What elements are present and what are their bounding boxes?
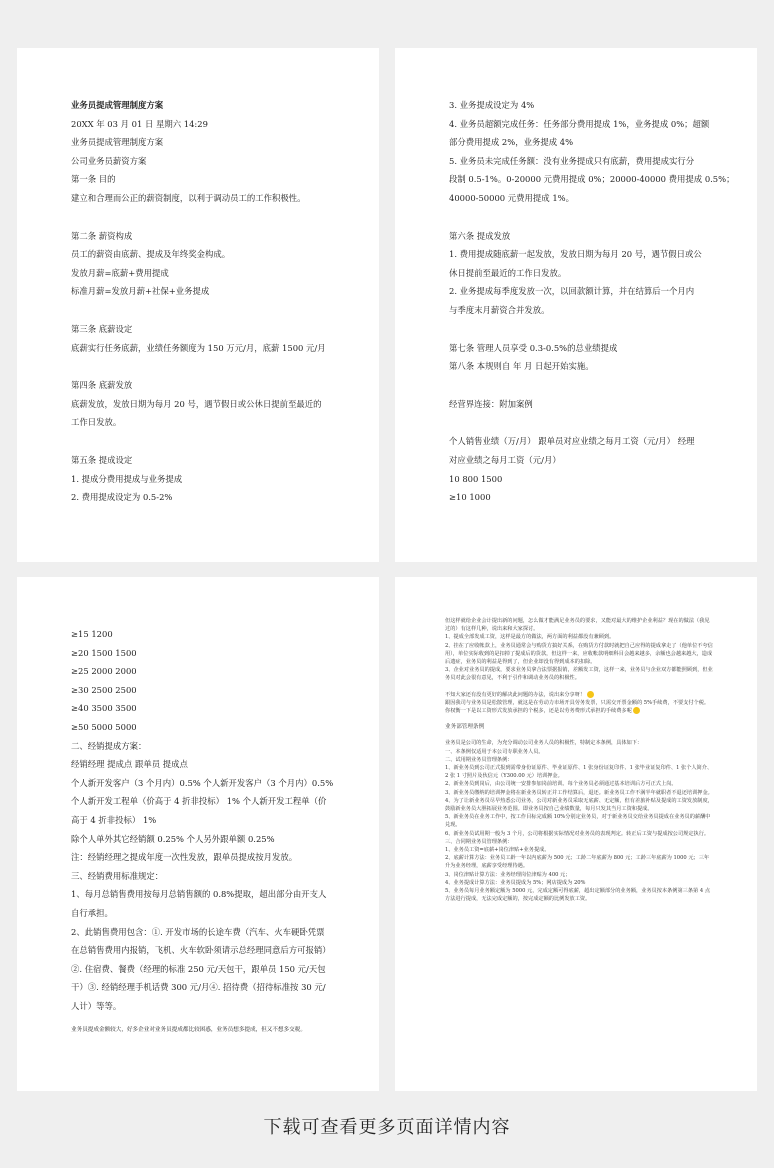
text-line: 建立和合理而公正的薪资制度，以利于调动员工的工作积极性。 <box>71 192 306 203</box>
section-heading: 第二条 薪资构成 <box>71 230 133 241</box>
table-row: ≥30 2500 2500 <box>71 684 137 695</box>
section-heading: 第一条 目的 <box>71 174 116 185</box>
text-line: 2、新业务员到岗后，由公司统一安排参加岗前培训。每个业务员必须通过基本培训后方可正式上岗。 <box>445 781 677 788</box>
text-line: 但这样就给企业会计提出新的问题，怎么做才能满足业务员的要求，又能对最大的维护企业利益？现在的做法（我见过的）有这样几种，说出来和大家探讨。 <box>445 618 710 633</box>
section-heading: 第四条 底薪发放 <box>71 380 133 391</box>
document-page-1 <box>17 48 379 562</box>
text-line: 在总销售费用内报销，飞机、火车软卧须请示总经理同意后方可报销） <box>71 945 331 956</box>
text-line: 与季度末月薪资合并发放。 <box>449 304 550 315</box>
document-page-3 <box>17 577 379 1091</box>
text-line: 2、底薪计算方法：业务员工龄一年以内底薪为 500 元；工龄二年底薪为 800 元；工龄三年底薪为 1000 元；三年升为业务经理，底薪享受经理待遇。 <box>445 855 710 870</box>
text-line: 经营界连接：附加案例 <box>449 398 533 409</box>
text-line: 5. 业务员未完成任务额：没有业务提成只有底薪，费用提成实行分 <box>449 155 695 166</box>
text-line: 底薪发放，发放日期为每月 20 号，遇节假日或公休日提前至最近的 <box>71 398 322 409</box>
text-line: 经销经理 提成点 跟单员 提成点 <box>71 759 188 770</box>
text-line: 业务员提成金额较大，好多企业对业务员提成都比较困惑，业务员想多提成，但又不想多交税。 <box>71 1027 306 1034</box>
table-row: 10 800 1500 <box>449 473 503 484</box>
text-line: 工作日发放。 <box>71 417 122 428</box>
text-line: 2. 费用提成设定为 0.5-2% <box>71 492 173 503</box>
text-line: 3. 业务提成设定为 4% <box>449 100 535 110</box>
section-heading: 第五条 提成设定 <box>71 454 133 465</box>
section-heading: 二、经销提成方案： <box>71 740 147 751</box>
text-line: 休日提前至最近的工作日发放。 <box>449 267 567 278</box>
table-row: ≥20 1500 1500 <box>71 647 137 658</box>
text-line: 除个人单外其它经销额 0.25% 个人另外跟单额 0.25% <box>71 833 275 844</box>
text-span: 不知大家还有没有更好的解决此问题的办法，说出来分享呀！ <box>445 691 586 698</box>
text-line: 2. 业务提成每季度发放一次，以回款额计算，并在结算后一个月内 <box>449 286 695 297</box>
text-line: 高于 4 折非投标） 1% <box>71 814 157 825</box>
text-line: 发放月薪=底薪+费用提成 <box>71 267 169 278</box>
text-line: 1. 提成分费用提成与业务提成 <box>71 473 183 484</box>
text-line: 1、提成全部发成工资，这样是最方的做法，两方面的利益都没有兼顾到。 <box>445 634 615 641</box>
text-line: 二、试用期业务员管理条例： <box>445 756 513 763</box>
section-heading: 三、经销费用标准规定： <box>71 870 164 881</box>
text-line: 6、新业务员试用期一般为 3 个月，公司将根据实际情况对业务员的表现判定。转正后工资与提成按公司规定执行。 <box>445 830 710 837</box>
section-heading: 业务部管理条例 <box>445 724 485 731</box>
text-line: 3、企业对业务员的提成，要求业务员拿合法票据报销，差额发工资，这样一来，业务员与企业双方都能照顾到，但业务员对此会很有意见，不利于引作和调动业务员的积极性。 <box>445 667 713 682</box>
table-row: ≥10 1000 <box>449 492 491 503</box>
text-line: 干）③. 经销经理手机话费 300 元/月④. 招待费（招待标准按 30 元/ <box>71 982 326 993</box>
text-line: 业务员是公司的生命，为充分调动公司业务人员的积极性，特制定本条例，具体如下： <box>445 740 643 747</box>
text-line <box>445 691 713 699</box>
text-line: 1、业务员工资=底薪+岗位津贴+业务提成。 <box>445 847 550 854</box>
text-line: 个人新开发客户（3 个月内）0.5% 个人新开发客户（3 个月内）0.5% <box>71 777 334 788</box>
text-line: 对应业绩之每月工资（元/月） <box>449 454 561 465</box>
text-line: 1. 费用提成随底薪一起发放，发放日期为每月 20 号，遇节假日或公 <box>449 249 702 260</box>
text-line: 员工的薪资由底薪、提成及年终奖金构成。 <box>71 249 231 260</box>
document-page-2 <box>395 48 757 562</box>
text-line: 2、此销售费用包含：①. 开发市场的长途车费（汽车、火车硬卧凭票 <box>71 926 325 937</box>
table-row: ≥15 1200 <box>71 629 113 639</box>
text-line: 个人销售业绩（万/月） 跟单员对应业绩之每月工资（元/月） 经理 <box>449 436 695 447</box>
text-line: 人计）等等。 <box>71 1000 122 1011</box>
text-line: 3、新业务员缴纳的培训押金将在新业务员转正并工作结算后，退还。新业务员工作不满半年就职者不退还培训押金。 <box>445 789 713 796</box>
table-row: ≥25 2000 2000 <box>71 666 137 677</box>
text-line: 4. 业务员超额完成任务：任务部分费用提成 1%，业务提成 0%；超额 <box>449 118 710 129</box>
table-row: ≥40 3500 3500 <box>71 703 137 714</box>
text-line: 3、岗位津贴计算方法：业务经理岗位津贴为 400 元； <box>445 871 571 878</box>
text-span: 跟因我司与业务员是松散管理，就这是在劳动力市场开具劳务发票，只需交开票金额的 5%手续费，不要支付个税。你权衡一下是以工资形式发放承担的个税多，还是以劳务费形式承担的手续费多呢 <box>445 699 710 715</box>
section-heading: 第三条 底薪设定 <box>71 323 133 334</box>
text-line: 底薪实行任务底薪，业绩任务额度为 150 万元/月，底薪 1500 元/月 <box>71 342 326 353</box>
doc-date: 20XX 年 03 月 01 日 星期六 14:29 <box>71 118 208 129</box>
text-line: 一、本条例仅适用于本公司专职业务人员。 <box>445 748 544 755</box>
section-heading: 第六条 提成发放 <box>449 230 511 241</box>
text-line: 标准月薪=发放月薪+社保+业务提成 <box>71 286 210 297</box>
text-line: 个人新开发工程单（价高于 4 折非投标） 1% 个人新开发工程单（价 <box>71 796 327 807</box>
text-line: 业务员提成管理制度方案 <box>71 137 164 148</box>
text-line: 三、合同期业务员管理条例： <box>445 838 513 845</box>
text-line: 4、业务提成计算方法：业务员提成为 5%；网店提成为 20% <box>445 879 586 886</box>
text-line: 段制 0.5-1%。0-20000 元费用提成 0%；20000-40000 费用提成 0.5%； <box>449 174 735 185</box>
smile-emoji-icon <box>587 691 594 698</box>
text-line: 公司业务员薪资方案 <box>71 155 147 166</box>
text-line: 自行承担。 <box>71 907 113 918</box>
document-page-4 <box>395 577 757 1091</box>
text-line: 5、业务员每月业务额定额为 5000 元，完成定额可得底薪，超出定额部分的业务额，业务员按本条例第三条第 4 点方法进行提成，无法完成定额的，按完成定额的比例发放工资。 <box>445 888 711 903</box>
text-line: 注：经销经理之提成年度一次性发放，跟单员提成按月发放。 <box>71 852 298 863</box>
text-line: 1、每月总销售费用按每月总销售额的 0.8%提取，超出部分由开支人 <box>71 889 327 900</box>
text-line: 2、挂在了应收帐款上，业务员通常会与购货方搞好关系，在购货方付款时就把自己应得的提成拿走了（他单位不夸信用），单位实际收到的是扣掉了提成后的货款，但这样一来，应收帐款明细科目会越来越多，余额也会越来越大，造成后遗症，业务员的利益是得到了，但企业却没有得到成本的扣除。 <box>445 642 713 666</box>
text-line: 部分费用提成 2%，业务提成 4% <box>449 137 574 148</box>
section-heading: 第七条 管理人员享受 0.3-0.5%的总业绩提成 <box>449 342 618 353</box>
text-line: 5、新业务员在业务工作中，按工作目标完成额 10%分别定业务员，对于新业务员交给业务员提成在业务员的薪酬中兑现。 <box>445 814 711 829</box>
text-line: 1、新业务员到公司正式报到需带身份证原件、毕业证原件、1 张身份证复印件、1 张毕业证复印件、1 张个人简介、2 张 1 寸照片及伙信元（Y300.00 元）培训押金。 <box>445 765 713 780</box>
text-line: 4、为了让新业务员尽早热悉公司业务，公司对新业务员采取无底薪、无定额，但有差旅补贴及提成的工资发放制度，鼓励新业务员大胆拓展业务范围。即业务员按自己业绩数量，每月只发其当月工资和提成。 <box>445 797 713 813</box>
text-line: 40000-50000 元费用提成 1%。 <box>449 192 574 203</box>
section-heading: 第八条 本规则自 年 月 日起开始实施。 <box>449 361 594 372</box>
doc-title: 业务员提成管理制度方案 <box>71 100 164 110</box>
smile-emoji-icon <box>633 707 640 714</box>
text-line <box>445 699 713 715</box>
download-caption: 下载可查看更多页面详情内容 <box>263 1117 511 1138</box>
text-line: ②. 住宿费、餐费（经理的标准 250 元/天包干，跟单员 150 元/天包 <box>71 963 326 974</box>
table-row: ≥50 5000 5000 <box>71 721 137 732</box>
